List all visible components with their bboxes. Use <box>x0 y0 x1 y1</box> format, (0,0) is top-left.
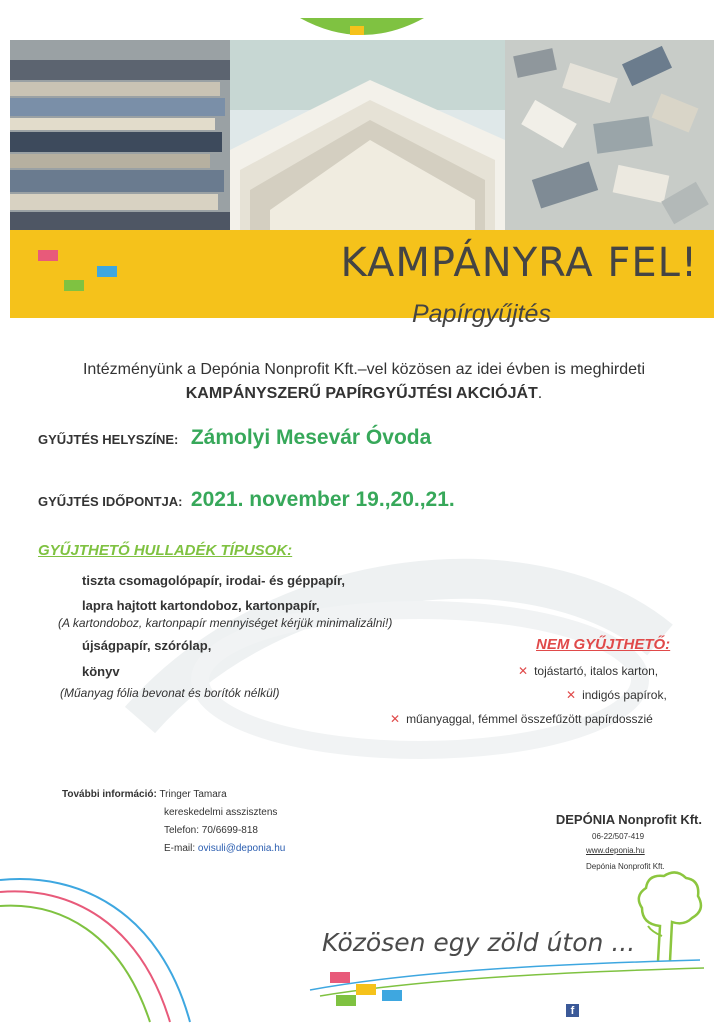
collectable-note-1: (A kartondoboz, kartonpapír mennyiséget kérjük minimalizálni!) <box>58 616 393 630</box>
email-label: E-mail: <box>164 843 196 854</box>
road-lines <box>300 950 710 1010</box>
footer-pink-square <box>330 972 350 983</box>
intro-end: . <box>537 385 543 402</box>
intro-bold: KAMPÁNYSZERŰ PAPÍRGYŰJTÉSI AKCIÓJÁT <box>185 385 538 402</box>
collectable-item-3: újságpapír, szórólap, <box>82 638 212 653</box>
collectable-title: GYŰJTHETŐ HULLADÉK TÍPUSOK: <box>38 542 293 559</box>
not-collectable-item: ✕ műanyaggal, fémmel összefűzött papírdosszié <box>390 712 653 726</box>
contact-role: kereskedelmi asszisztens <box>164 807 278 818</box>
green-square <box>64 280 84 291</box>
contact-label: További információ: <box>62 789 157 800</box>
contact-block <box>62 786 285 858</box>
date-row <box>38 488 455 512</box>
date-value: 2021. november 19.,20.,21. <box>190 488 455 511</box>
not-collectable-item: ✕ indigós papírok, <box>566 688 667 702</box>
collectable-item-2: lapra hajtott kartondoboz, kartonpapír, <box>82 598 320 613</box>
collectable-item-1: tiszta csomagolópapír, irodai- és géppapír, <box>82 573 345 588</box>
contact-phone: Telefon: 70/6699-818 <box>164 825 258 836</box>
cross-icon: ✕ <box>566 688 577 702</box>
pink-square <box>38 250 58 261</box>
cross-icon: ✕ <box>390 712 401 726</box>
collectable-item-4: könyv <box>82 664 120 679</box>
location-row <box>38 426 431 450</box>
company-name: DEPÓNIA Nonprofit Kft. <box>555 812 702 827</box>
not-collectable-item: ✕ tojástartó, italos karton, <box>518 664 659 678</box>
top-banner-arc <box>10 18 714 42</box>
footer-green-square <box>336 995 356 1006</box>
date-label: GYŰJTÉS IDŐPONTJA: <box>38 494 183 509</box>
stacked-magazines-photo <box>10 40 230 230</box>
intro-line-2 <box>40 382 688 406</box>
collectable-note-2: (Műanyag fólia bevonat és borítók nélkül) <box>60 686 280 700</box>
header-photo-strip <box>10 40 714 230</box>
intro-paragraph <box>40 358 688 406</box>
open-paper-stack-photo <box>230 40 505 230</box>
intro-line-1: Intézményünk a Depónia Nonprofit Kft.–vel közösen az idei évben is meghirdeti <box>82 361 646 378</box>
contact-name: Tringer Tamara <box>159 789 227 800</box>
campaign-title: KAMPÁNYRA FEL! <box>340 240 698 286</box>
footer-yellow-square <box>356 984 376 995</box>
location-value: Zámolyi Mesevár Óvoda <box>190 426 432 449</box>
location-label: GYŰJTÉS HELYSZÍNE: <box>38 432 179 447</box>
slogan: Közösen egy zöld úton ... <box>322 928 636 957</box>
cross-icon: ✕ <box>518 664 529 678</box>
blue-square <box>97 266 117 277</box>
not-collectable-title: NEM GYŰJTHETŐ: <box>536 636 671 653</box>
campaign-subtitle: Papírgyűjtés <box>412 300 551 328</box>
facebook-icon[interactable]: f <box>566 1004 579 1017</box>
company-phone: 06-22/507-419 <box>592 832 645 841</box>
company-footer-name: Depónia Nonprofit Kft. <box>586 862 665 871</box>
bottom-left-swirl <box>0 872 200 1024</box>
footer-blue-square <box>382 990 402 1001</box>
email-link[interactable]: ovisuli@deponia.hu <box>197 843 286 854</box>
shredded-paper-photo <box>505 40 714 230</box>
company-website-link[interactable]: www.deponia.hu <box>586 846 645 855</box>
